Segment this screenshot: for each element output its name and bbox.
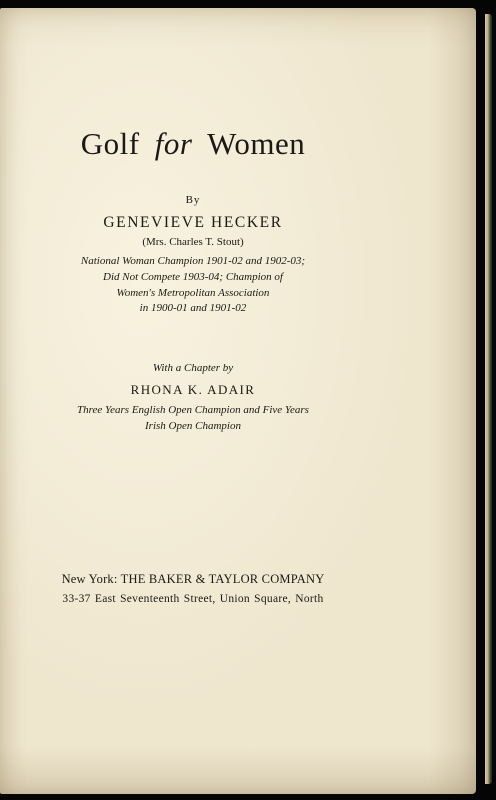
- book-title: [0, 126, 386, 162]
- page-edge-binding: [485, 14, 492, 784]
- contributor-credits: [0, 402, 386, 434]
- chapter-intro: With a Chapter by: [152, 362, 234, 374]
- byline: By: [185, 194, 201, 206]
- contributor-credit-line: Three Years English Open Champion and Five Years: [77, 404, 309, 416]
- title-part-golf: Golf: [80, 126, 140, 161]
- title-part-women: Women: [207, 126, 306, 161]
- publisher-address: 33-37 East Seventeenth Street, Union Square, North: [62, 593, 324, 605]
- author-credit-line: National Woman Champion 1901-02 and 1902-03;: [80, 255, 306, 267]
- publisher-line: New York: THE BAKER & TAYLOR COMPANY: [61, 572, 325, 586]
- author-credit-line: Women's Metropolitan Association: [116, 286, 270, 299]
- contributor-credit-line: Irish Open Champion: [145, 420, 241, 432]
- author-credit-line: in 1900-01 and 1901-02: [139, 302, 247, 315]
- title-page: [0, 8, 476, 794]
- author-credits: [0, 254, 386, 317]
- author-credit-line: Did Not Compete 1903-04; Champion of: [103, 270, 283, 283]
- author-name: GENEVIEVE HECKER: [103, 214, 283, 231]
- author-married-name: (Mrs. Charles T. Stout): [142, 236, 244, 248]
- title-part-for: for: [154, 126, 193, 161]
- contributor-name: RHONA K. ADAIR: [130, 382, 256, 397]
